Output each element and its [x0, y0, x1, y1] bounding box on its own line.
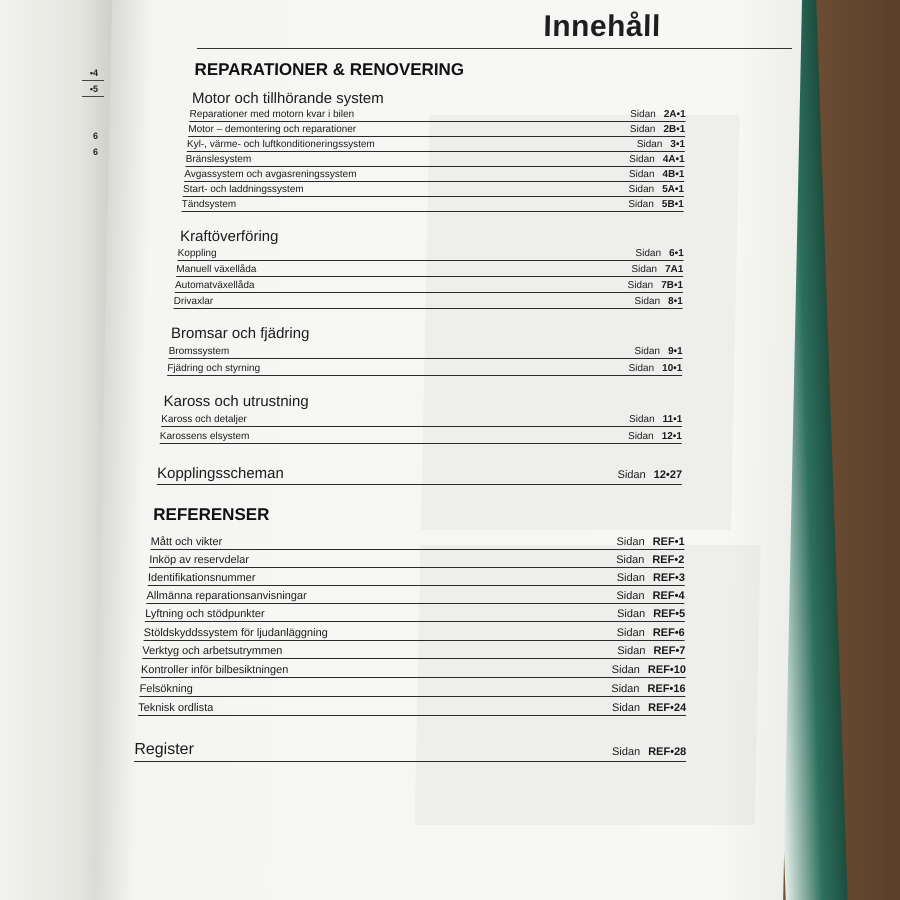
toc-row[interactable]: [139, 680, 685, 697]
toc-row-label: Automatväxellåda: [174, 280, 255, 291]
toc-row-label: Reparationer med motorn kvar i bilen: [189, 109, 355, 120]
toc-row-page-ref: 5B•1: [661, 199, 684, 210]
group-title-bromsar: Bromsar och fjädring: [170, 325, 310, 342]
toc-row-sidan: Sidan: [628, 363, 655, 374]
toc-row-label: Identifikationsnummer: [147, 572, 256, 584]
toc-row-sidan: Sidan: [627, 431, 654, 442]
toc-row-sidan: Sidan: [616, 536, 645, 548]
toc-row-sidan: Sidan: [611, 664, 640, 676]
group-title-kraftoverforing: Kraftöverföring: [179, 228, 279, 245]
toc-row-label: Karossens elsystem: [159, 431, 250, 442]
group-title-kaross: Kaross och utrustning: [163, 393, 309, 410]
toc-row[interactable]: [148, 569, 685, 586]
toc-row-sidan: Sidan: [634, 296, 661, 307]
toc-row-sidan: Sidan: [617, 645, 646, 657]
toc-row-page-ref: 10•1: [661, 363, 683, 374]
toc-row-page-ref: 11•1: [662, 414, 683, 425]
toc-row-page-ref: 7A1: [664, 264, 684, 275]
toc-row-page-ref: 2B•1: [663, 124, 686, 135]
toc-row-page-ref: REF•6: [652, 627, 685, 639]
toc-row-label: Register: [134, 741, 195, 758]
toc-row-page-ref: 5A•1: [662, 184, 685, 195]
toc-row-sidan: Sidan: [616, 554, 645, 566]
toc-row-sidan: Sidan: [611, 702, 641, 714]
toc-row-label: Kopplingsscheman: [156, 465, 285, 482]
toc-row-label: Felsökning: [139, 683, 193, 695]
toc-row-page-ref: 6•1: [668, 248, 684, 259]
toc-row-page-ref: 12•1: [661, 431, 682, 442]
toc-row-label: Teknisk ordlista: [138, 702, 214, 714]
toc-row-label: Stöldskyddssystem för ljudanläggning: [143, 627, 328, 639]
toc-row-page-ref: 12•27: [653, 469, 683, 481]
toc-row-sidan: Sidan: [635, 248, 662, 259]
toc-row-label: Koppling: [177, 248, 217, 259]
toc-row-label: Fjädring och styrning: [167, 363, 261, 374]
toc-row-register[interactable]: [134, 737, 687, 762]
toc-row-sidan: Sidan: [629, 154, 655, 165]
toc-row[interactable]: [161, 411, 682, 427]
toc-row-sidan: Sidan: [628, 414, 655, 425]
toc-row-page-ref: 4A•1: [662, 154, 685, 165]
toc-row[interactable]: [178, 245, 684, 261]
toc-row-sidan: Sidan: [631, 264, 658, 275]
toc-row[interactable]: [145, 605, 685, 622]
toc-row-label: Mått och vikter: [150, 536, 223, 548]
toc-row[interactable]: [149, 551, 684, 568]
toc-row-sidan: Sidan: [627, 280, 654, 291]
toc-row-label: Bromssystem: [168, 346, 230, 357]
toc-row-label: Bränslesystem: [185, 154, 252, 165]
section-heading-referenser: REFERENSER: [153, 505, 270, 524]
left-page-fragment: •4: [89, 68, 98, 78]
toc-row-label: Start- och laddningssystem: [182, 184, 304, 195]
left-page-rule: [82, 96, 104, 97]
toc-row-sidan: Sidan: [634, 346, 661, 357]
toc-row[interactable]: [168, 343, 682, 359]
toc-row-sidan: Sidan: [628, 184, 655, 195]
toc-row-label: Drivaxlar: [173, 296, 214, 307]
left-page-fragment: •5: [89, 84, 98, 94]
toc-row[interactable]: [174, 293, 683, 309]
toc-row-label: Verktyg och arbetsutrymmen: [142, 645, 283, 657]
toc-row-page-ref: REF•28: [648, 746, 687, 758]
toc-row-page-ref: REF•1: [652, 536, 685, 548]
toc-row[interactable]: [160, 428, 682, 444]
toc-row-page-ref: REF•7: [653, 645, 686, 657]
toc-row[interactable]: [141, 661, 686, 678]
toc-row-sidan: Sidan: [616, 627, 645, 639]
toc-row-sidan: Sidan: [616, 572, 646, 584]
contents-page: [93, 0, 802, 900]
toc-row[interactable]: [142, 642, 685, 659]
left-page-rule: [82, 80, 104, 81]
left-page-fragment: 6: [92, 147, 98, 157]
section-heading-reparationer: REPARATIONER & RENOVERING: [194, 60, 465, 79]
left-page-fragment: 6: [92, 131, 98, 141]
toc-row[interactable]: [187, 136, 685, 152]
toc-row[interactable]: [175, 277, 683, 293]
toc-row-label: Kyl-, värme- och luftkonditioneringssystem: [186, 139, 375, 150]
toc-row-label: Tändsystem: [181, 199, 237, 210]
toc-row-label: Motor – demontering och reparationer: [188, 124, 357, 135]
toc-row-page-ref: 7B•1: [661, 280, 684, 291]
toc-row-sidan: Sidan: [616, 608, 646, 620]
toc-row[interactable]: [183, 181, 684, 197]
toc-row-page-ref: REF•3: [652, 572, 686, 584]
toc-row-page-ref: 2A•1: [663, 109, 686, 120]
page-title: Innehåll: [543, 10, 662, 43]
toc-row-label: Inköp av reservdelar: [149, 554, 250, 566]
toc-row-page-ref: 3•1: [670, 139, 686, 150]
title-rule: [197, 48, 792, 49]
toc-row[interactable]: [146, 587, 684, 604]
toc-row-page-ref: REF•16: [647, 683, 686, 695]
toc-row-sidan: Sidan: [616, 590, 645, 602]
toc-row[interactable]: [182, 196, 684, 212]
toc-row-sidan: Sidan: [636, 139, 663, 150]
toc-row[interactable]: [184, 166, 684, 182]
toc-row[interactable]: [144, 624, 685, 641]
toc-row-sidan: Sidan: [611, 683, 640, 695]
toc-row-label: Manuell växellåda: [176, 264, 257, 275]
toc-row-sidan: Sidan: [629, 124, 656, 135]
toc-row-label: Avgassystem och avgasreningssystem: [184, 169, 357, 180]
toc-row[interactable]: [189, 106, 685, 122]
toc-row-sidan: Sidan: [611, 746, 641, 758]
toc-row[interactable]: [167, 360, 682, 376]
toc-row[interactable]: [176, 261, 683, 277]
toc-row[interactable]: [188, 121, 685, 137]
toc-row-page-ref: REF•2: [652, 554, 685, 566]
toc-row-page-ref: 8•1: [667, 296, 683, 307]
toc-row-page-ref: REF•10: [647, 664, 687, 676]
toc-row-sidan: Sidan: [628, 169, 655, 180]
group-title-motor: Motor och tillhörande system: [191, 90, 384, 107]
toc-row[interactable]: [186, 151, 685, 167]
toc-row[interactable]: [138, 699, 686, 716]
toc-row-page-ref: REF•5: [653, 608, 686, 620]
toc-row-label: Lyftning och stödpunkter: [145, 608, 265, 620]
toc-row-page-ref: REF•24: [647, 702, 687, 714]
toc-row-label: Kaross och detaljer: [161, 414, 247, 425]
toc-row-label: Allmänna reparationsanvisningar: [146, 590, 307, 602]
toc-row-sidan: Sidan: [628, 199, 654, 210]
toc-row-page-ref: REF•4: [652, 590, 685, 602]
toc-row-label: Kontroller inför bilbesiktningen: [140, 664, 289, 676]
toc-row-sidan: Sidan: [617, 469, 646, 481]
toc-row-page-ref: 9•1: [667, 346, 683, 357]
toc-row-sidan: Sidan: [630, 109, 656, 120]
toc-row-page-ref: 4B•1: [662, 169, 685, 180]
toc-row-kopplingsscheman[interactable]: [157, 462, 682, 485]
toc-row[interactable]: [150, 533, 684, 550]
